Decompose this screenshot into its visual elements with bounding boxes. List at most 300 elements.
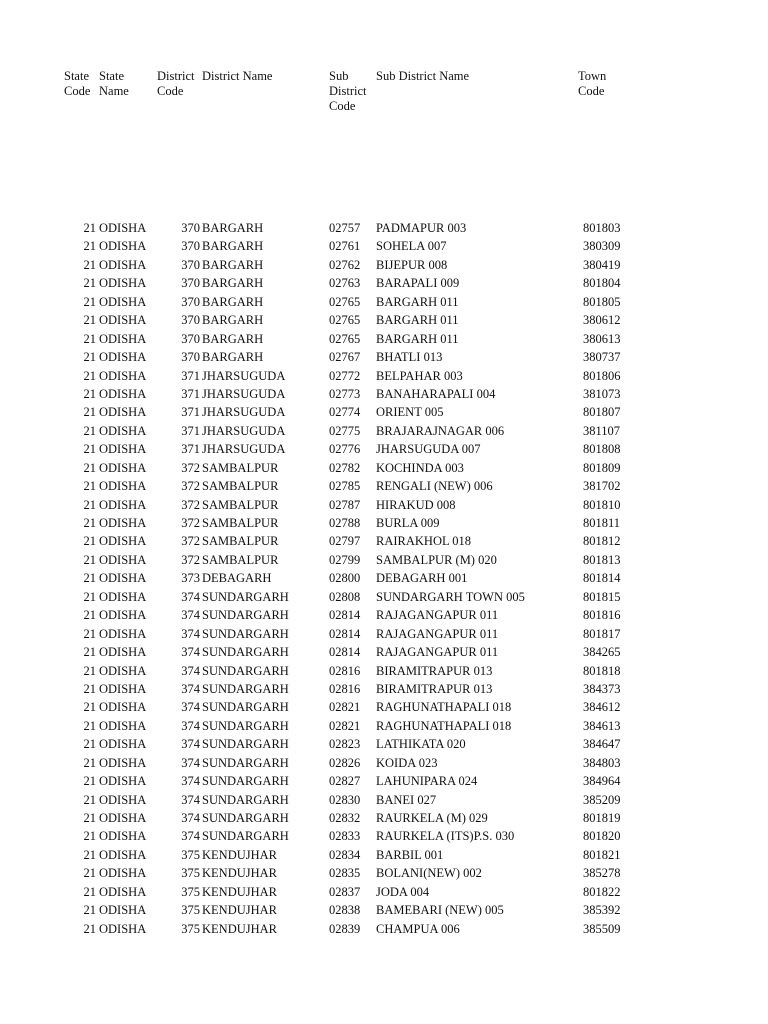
cell-state-code: 21 <box>83 460 96 475</box>
cell-district-code: 372 <box>181 552 200 567</box>
cell-state-name: ODISHA <box>99 792 147 807</box>
cell-state-name: ODISHA <box>99 534 147 549</box>
table-row <box>0 698 768 716</box>
cell-district-code: 370 <box>181 257 200 272</box>
cell-state-name: ODISHA <box>99 755 147 770</box>
table-row <box>0 256 768 274</box>
cell-state-name: ODISHA <box>99 645 147 660</box>
cell-town-code: 381702 <box>583 479 621 494</box>
table-row <box>0 293 768 311</box>
cell-district-code: 374 <box>181 718 200 733</box>
cell-sub-district-name: RAJAGANGAPUR 011 <box>376 645 499 660</box>
cell-sub-district-name: BELPAHAR 003 <box>376 368 463 383</box>
cell-state-name: ODISHA <box>99 497 147 512</box>
header-district-name: District Name <box>202 69 273 83</box>
cell-sub-district-code: 02762 <box>329 257 361 272</box>
cell-town-code: 381073 <box>583 386 621 401</box>
cell-state-code: 21 <box>83 368 96 383</box>
cell-district-name: SAMBALPUR <box>202 552 279 567</box>
cell-state-name: ODISHA <box>99 884 147 899</box>
cell-district-name: JHARSUGUDA <box>202 405 286 420</box>
cell-district-name: BARGARH <box>202 313 264 328</box>
cell-district-code: 374 <box>181 792 200 807</box>
cell-sub-district-code: 02763 <box>329 276 361 291</box>
cell-district-code: 370 <box>181 331 200 346</box>
cell-sub-district-name: RAJAGANGAPUR 011 <box>376 608 499 623</box>
cell-town-code: 801822 <box>583 884 621 899</box>
cell-district-code: 374 <box>181 681 200 696</box>
header-sub-district-code: Sub District Code <box>329 69 367 113</box>
cell-state-name: ODISHA <box>99 460 147 475</box>
cell-district-name: SUNDARGARH <box>202 774 289 789</box>
cell-district-name: KENDUJHAR <box>202 884 277 899</box>
cell-state-name: ODISHA <box>99 423 147 438</box>
cell-district-code: 372 <box>181 497 200 512</box>
table-row <box>0 422 768 440</box>
cell-district-name: SAMBALPUR <box>202 497 279 512</box>
cell-sub-district-code: 02799 <box>329 552 361 567</box>
cell-sub-district-name: RAURKELA (M) 029 <box>376 811 488 825</box>
cell-sub-district-code: 02757 <box>329 221 361 235</box>
cell-sub-district-name: RAJAGANGAPUR 011 <box>376 626 499 641</box>
cell-state-name: ODISHA <box>99 847 147 862</box>
table-row <box>0 551 768 569</box>
cell-sub-district-code: 02833 <box>329 829 361 844</box>
table-row <box>0 662 768 680</box>
cell-town-code: 385509 <box>583 921 621 936</box>
cell-town-code: 801803 <box>583 221 621 235</box>
cell-state-name: ODISHA <box>99 571 147 586</box>
cell-district-name: JHARSUGUDA <box>202 368 286 383</box>
cell-district-name: SUNDARGARH <box>202 792 289 807</box>
cell-state-code: 21 <box>83 423 96 438</box>
cell-district-name: SUNDARGARH <box>202 737 289 752</box>
cell-district-code: 375 <box>181 847 200 862</box>
cell-town-code: 801819 <box>583 811 621 825</box>
cell-district-name: SAMBALPUR <box>202 460 279 475</box>
cell-district-name: BARGARH <box>202 331 264 346</box>
cell-district-code: 375 <box>181 921 200 936</box>
cell-district-name: SUNDARGARH <box>202 681 289 696</box>
cell-state-code: 21 <box>83 681 96 696</box>
cell-state-name: ODISHA <box>99 589 147 604</box>
cell-state-name: ODISHA <box>99 681 147 696</box>
cell-sub-district-name: BARGARH 011 <box>376 313 459 328</box>
table-row <box>0 588 768 606</box>
cell-district-code: 371 <box>181 386 200 401</box>
cell-state-code: 21 <box>83 442 96 457</box>
cell-state-name: ODISHA <box>99 608 147 623</box>
cell-sub-district-code: 02814 <box>329 608 361 623</box>
cell-state-code: 21 <box>83 755 96 770</box>
cell-sub-district-name: BANEI 027 <box>376 792 437 807</box>
cell-state-code: 21 <box>83 257 96 272</box>
table-row <box>0 532 768 550</box>
cell-district-name: SUNDARGARH <box>202 589 289 604</box>
cell-state-name: ODISHA <box>99 552 147 567</box>
cell-sub-district-code: 02821 <box>329 718 361 733</box>
table-row <box>0 827 768 845</box>
cell-sub-district-code: 02835 <box>329 866 361 881</box>
cell-sub-district-code: 02800 <box>329 571 361 586</box>
cell-sub-district-code: 02772 <box>329 368 361 383</box>
cell-district-name: BARGARH <box>202 294 264 309</box>
cell-state-name: ODISHA <box>99 829 147 844</box>
cell-district-code: 375 <box>181 884 200 899</box>
cell-district-code: 373 <box>181 571 200 586</box>
cell-town-code: 384265 <box>583 645 621 660</box>
table-row <box>0 809 768 827</box>
cell-district-name: SUNDARGARH <box>202 829 289 844</box>
cell-state-code: 21 <box>83 884 96 899</box>
cell-sub-district-name: KOCHINDA 003 <box>376 460 464 475</box>
cell-district-code: 371 <box>181 423 200 438</box>
cell-district-code: 374 <box>181 829 200 844</box>
cell-sub-district-code: 02814 <box>329 626 361 641</box>
cell-sub-district-name: RAIRAKHOL 018 <box>376 534 472 549</box>
cell-district-code: 374 <box>181 811 200 825</box>
cell-sub-district-code: 02787 <box>329 497 361 512</box>
table-row <box>0 643 768 661</box>
cell-state-name: ODISHA <box>99 903 147 918</box>
cell-district-code: 374 <box>181 700 200 715</box>
cell-town-code: 384647 <box>583 737 621 752</box>
cell-sub-district-name: KOIDA 023 <box>376 755 438 770</box>
cell-district-code: 370 <box>181 239 200 254</box>
cell-town-code: 381107 <box>583 423 621 438</box>
cell-sub-district-name: SOHELA 007 <box>376 239 447 254</box>
cell-sub-district-name: RENGALI (NEW) 006 <box>376 479 493 494</box>
cell-sub-district-name: BAMEBARI (NEW) 005 <box>376 903 504 918</box>
cell-state-name: ODISHA <box>99 479 147 494</box>
cell-state-code: 21 <box>83 608 96 623</box>
cell-sub-district-code: 02826 <box>329 755 361 770</box>
table-row <box>0 330 768 348</box>
cell-sub-district-code: 02765 <box>329 294 361 309</box>
cell-sub-district-name: BURLA 009 <box>376 516 440 530</box>
cell-sub-district-name: RAGHUNATHAPALI 018 <box>376 700 512 715</box>
cell-state-code: 21 <box>83 479 96 494</box>
cell-district-code: 374 <box>181 608 200 623</box>
cell-district-name: SUNDARGARH <box>202 663 289 678</box>
cell-sub-district-code: 02821 <box>329 700 361 715</box>
cell-state-code: 21 <box>83 921 96 936</box>
header-sub-district-name: Sub District Name <box>376 69 470 83</box>
cell-district-code: 374 <box>181 626 200 641</box>
cell-district-name: KENDUJHAR <box>202 847 277 862</box>
cell-district-code: 372 <box>181 460 200 475</box>
cell-district-name: BARGARH <box>202 350 264 365</box>
table-row <box>0 625 768 643</box>
table-row <box>0 440 768 458</box>
cell-state-code: 21 <box>83 331 96 346</box>
cell-state-code: 21 <box>83 626 96 641</box>
cell-sub-district-name: DEBAGARH 001 <box>376 571 468 586</box>
cell-state-name: ODISHA <box>99 405 147 420</box>
cell-state-code: 21 <box>83 903 96 918</box>
cell-sub-district-code: 02808 <box>329 589 361 604</box>
cell-district-code: 375 <box>181 866 200 881</box>
cell-state-code: 21 <box>83 792 96 807</box>
cell-town-code: 385209 <box>583 792 621 807</box>
table-row <box>0 274 768 292</box>
cell-district-code: 375 <box>181 903 200 918</box>
cell-district-code: 370 <box>181 350 200 365</box>
cell-town-code: 801809 <box>583 460 621 475</box>
cell-district-name: SUNDARGARH <box>202 626 289 641</box>
header-town-code: Town Code <box>578 69 607 98</box>
cell-state-name: ODISHA <box>99 516 147 530</box>
table-row <box>0 791 768 809</box>
cell-town-code: 801804 <box>583 276 621 291</box>
cell-sub-district-name: RAURKELA (ITS)P.S. 030 <box>376 829 515 844</box>
cell-sub-district-name: JODA 004 <box>376 884 430 899</box>
cell-state-name: ODISHA <box>99 313 147 328</box>
cell-state-code: 21 <box>83 645 96 660</box>
cell-district-name: JHARSUGUDA <box>202 442 286 457</box>
table-row <box>0 735 768 753</box>
cell-state-name: ODISHA <box>99 294 147 309</box>
cell-town-code: 801807 <box>583 405 621 420</box>
cell-state-name: ODISHA <box>99 239 147 254</box>
cell-town-code: 801817 <box>583 626 621 641</box>
cell-sub-district-name: BHATLI 013 <box>376 350 443 365</box>
cell-sub-district-code: 02830 <box>329 792 361 807</box>
table-row <box>0 680 768 698</box>
cell-district-name: SAMBALPUR <box>202 534 279 549</box>
cell-sub-district-name: JHARSUGUDA 007 <box>376 442 481 457</box>
cell-town-code: 801813 <box>583 552 621 567</box>
cell-sub-district-name: PADMAPUR 003 <box>376 221 467 235</box>
cell-district-name: JHARSUGUDA <box>202 423 286 438</box>
cell-state-name: ODISHA <box>99 368 147 383</box>
table-row <box>0 864 768 882</box>
cell-district-name: KENDUJHAR <box>202 903 277 918</box>
table-row <box>0 883 768 901</box>
cell-sub-district-code: 02837 <box>329 884 361 899</box>
cell-sub-district-code: 02773 <box>329 386 361 401</box>
cell-district-name: SUNDARGARH <box>202 811 289 825</box>
cell-town-code: 801805 <box>583 294 621 309</box>
cell-district-code: 372 <box>181 479 200 494</box>
cell-town-code: 384612 <box>583 700 621 715</box>
cell-state-code: 21 <box>83 276 96 291</box>
cell-state-code: 21 <box>83 552 96 567</box>
cell-sub-district-name: BARAPALI 009 <box>376 276 460 291</box>
cell-district-name: SAMBALPUR <box>202 479 279 494</box>
cell-state-name: ODISHA <box>99 774 147 789</box>
table-row <box>0 514 768 532</box>
table-row <box>0 403 768 421</box>
table-row <box>0 606 768 624</box>
cell-town-code: 801810 <box>583 497 621 512</box>
cell-town-code: 384613 <box>583 718 621 733</box>
cell-sub-district-code: 02765 <box>329 331 361 346</box>
cell-sub-district-code: 02774 <box>329 405 361 420</box>
cell-district-code: 370 <box>181 313 200 328</box>
cell-state-code: 21 <box>83 589 96 604</box>
cell-town-code: 380737 <box>583 350 621 365</box>
cell-sub-district-code: 02797 <box>329 534 361 549</box>
cell-town-code: 380419 <box>583 257 621 272</box>
cell-state-name: ODISHA <box>99 811 147 825</box>
cell-sub-district-name: BIRAMITRAPUR 013 <box>376 663 493 678</box>
cell-town-code: 380612 <box>583 313 621 328</box>
cell-town-code: 801808 <box>583 442 621 457</box>
header-state-code: State Code <box>64 69 91 98</box>
cell-state-name: ODISHA <box>99 350 147 365</box>
cell-town-code: 801820 <box>583 829 621 844</box>
cell-state-name: ODISHA <box>99 663 147 678</box>
cell-sub-district-name: BARGARH 011 <box>376 294 459 309</box>
cell-state-code: 21 <box>83 516 96 530</box>
cell-district-code: 374 <box>181 774 200 789</box>
cell-district-code: 372 <box>181 534 200 549</box>
cell-sub-district-code: 02776 <box>329 442 361 457</box>
cell-sub-district-name: BANAHARAPALI 004 <box>376 386 496 401</box>
cell-state-code: 21 <box>83 534 96 549</box>
cell-sub-district-code: 02814 <box>329 645 361 660</box>
cell-state-code: 21 <box>83 866 96 881</box>
cell-sub-district-code: 02767 <box>329 350 361 365</box>
table-row <box>0 754 768 772</box>
cell-sub-district-name: BIRAMITRAPUR 013 <box>376 681 493 696</box>
cell-sub-district-name: SUNDARGARH TOWN 005 <box>376 589 525 604</box>
cell-state-name: ODISHA <box>99 257 147 272</box>
cell-district-name: KENDUJHAR <box>202 921 277 936</box>
table-body <box>0 219 768 938</box>
cell-state-name: ODISHA <box>99 700 147 715</box>
cell-district-name: BARGARH <box>202 239 264 254</box>
cell-state-code: 21 <box>83 811 96 825</box>
cell-state-name: ODISHA <box>99 718 147 733</box>
cell-district-code: 370 <box>181 276 200 291</box>
cell-sub-district-code: 02782 <box>329 460 361 475</box>
cell-state-code: 21 <box>83 663 96 678</box>
table-row <box>0 385 768 403</box>
cell-district-name: SUNDARGARH <box>202 645 289 660</box>
table-row <box>0 717 768 735</box>
table-row <box>0 348 768 366</box>
cell-state-name: ODISHA <box>99 737 147 752</box>
cell-district-name: SAMBALPUR <box>202 516 279 530</box>
cell-state-name: ODISHA <box>99 921 147 936</box>
cell-town-code: 801812 <box>583 534 621 549</box>
cell-district-name: KENDUJHAR <box>202 866 277 881</box>
table-row <box>0 477 768 495</box>
cell-sub-district-code: 02761 <box>329 239 361 254</box>
cell-district-name: DEBAGARH <box>202 571 272 586</box>
header-district-code: District Code <box>157 69 195 98</box>
cell-sub-district-code: 02832 <box>329 811 361 825</box>
cell-sub-district-name: BIJEPUR 008 <box>376 257 448 272</box>
cell-sub-district-code: 02785 <box>329 479 361 494</box>
cell-state-code: 21 <box>83 386 96 401</box>
cell-state-code: 21 <box>83 847 96 862</box>
cell-state-code: 21 <box>83 313 96 328</box>
cell-sub-district-code: 02765 <box>329 313 361 328</box>
table-row <box>0 569 768 587</box>
cell-district-code: 374 <box>181 589 200 604</box>
cell-town-code: 801821 <box>583 847 621 862</box>
cell-state-code: 21 <box>83 221 96 235</box>
table-row <box>0 846 768 864</box>
cell-town-code: 801811 <box>583 516 621 530</box>
cell-town-code: 385278 <box>583 866 621 881</box>
cell-state-name: ODISHA <box>99 276 147 291</box>
cell-town-code: 801815 <box>583 589 621 604</box>
table-row <box>0 367 768 385</box>
cell-state-name: ODISHA <box>99 626 147 641</box>
cell-sub-district-code: 02775 <box>329 423 361 438</box>
table-row <box>0 901 768 919</box>
cell-state-code: 21 <box>83 829 96 844</box>
cell-state-name: ODISHA <box>99 386 147 401</box>
cell-sub-district-code: 02834 <box>329 847 361 862</box>
cell-state-code: 21 <box>83 700 96 715</box>
cell-state-code: 21 <box>83 350 96 365</box>
cell-state-code: 21 <box>83 774 96 789</box>
cell-district-code: 374 <box>181 737 200 752</box>
cell-district-name: BARGARH <box>202 221 264 235</box>
cell-district-code: 374 <box>181 645 200 660</box>
cell-sub-district-name: ORIENT 005 <box>376 405 444 420</box>
cell-sub-district-code: 02816 <box>329 681 361 696</box>
table-row <box>0 237 768 255</box>
cell-state-code: 21 <box>83 239 96 254</box>
cell-town-code: 801814 <box>583 571 621 586</box>
cell-district-code: 371 <box>181 368 200 383</box>
cell-district-name: SUNDARGARH <box>202 755 289 770</box>
table-row <box>0 496 768 514</box>
table-row <box>0 920 768 938</box>
cell-district-code: 371 <box>181 442 200 457</box>
cell-sub-district-name: BARBIL 001 <box>376 847 444 862</box>
header-state-name: State Name <box>99 69 129 98</box>
cell-state-code: 21 <box>83 294 96 309</box>
cell-sub-district-name: BARGARH 011 <box>376 331 459 346</box>
cell-sub-district-code: 02827 <box>329 774 361 789</box>
cell-sub-district-code: 02839 <box>329 921 361 936</box>
cell-sub-district-name: BOLANI(NEW) 002 <box>376 866 482 881</box>
cell-sub-district-name: LAHUNIPARA 024 <box>376 774 478 789</box>
cell-town-code: 801818 <box>583 663 621 678</box>
cell-sub-district-code: 02816 <box>329 663 361 678</box>
cell-sub-district-name: SAMBALPUR (M) 020 <box>376 552 497 567</box>
table-row <box>0 311 768 329</box>
cell-state-name: ODISHA <box>99 442 147 457</box>
table-row <box>0 772 768 790</box>
table-row <box>0 459 768 477</box>
cell-state-code: 21 <box>83 405 96 420</box>
cell-district-name: SUNDARGARH <box>202 718 289 733</box>
cell-sub-district-name: LATHIKATA 020 <box>376 737 466 752</box>
cell-town-code: 385392 <box>583 903 621 918</box>
cell-state-code: 21 <box>83 737 96 752</box>
cell-town-code: 801816 <box>583 608 621 623</box>
cell-state-name: ODISHA <box>99 221 147 235</box>
cell-state-code: 21 <box>83 571 96 586</box>
cell-state-name: ODISHA <box>99 331 147 346</box>
cell-district-code: 374 <box>181 755 200 770</box>
cell-district-name: SUNDARGARH <box>202 608 289 623</box>
cell-district-name: BARGARH <box>202 257 264 272</box>
cell-state-code: 21 <box>83 497 96 512</box>
cell-district-name: JHARSUGUDA <box>202 386 286 401</box>
cell-town-code: 801806 <box>583 368 621 383</box>
cell-sub-district-name: BRAJARAJNAGAR 006 <box>376 423 505 438</box>
cell-district-name: SUNDARGARH <box>202 700 289 715</box>
